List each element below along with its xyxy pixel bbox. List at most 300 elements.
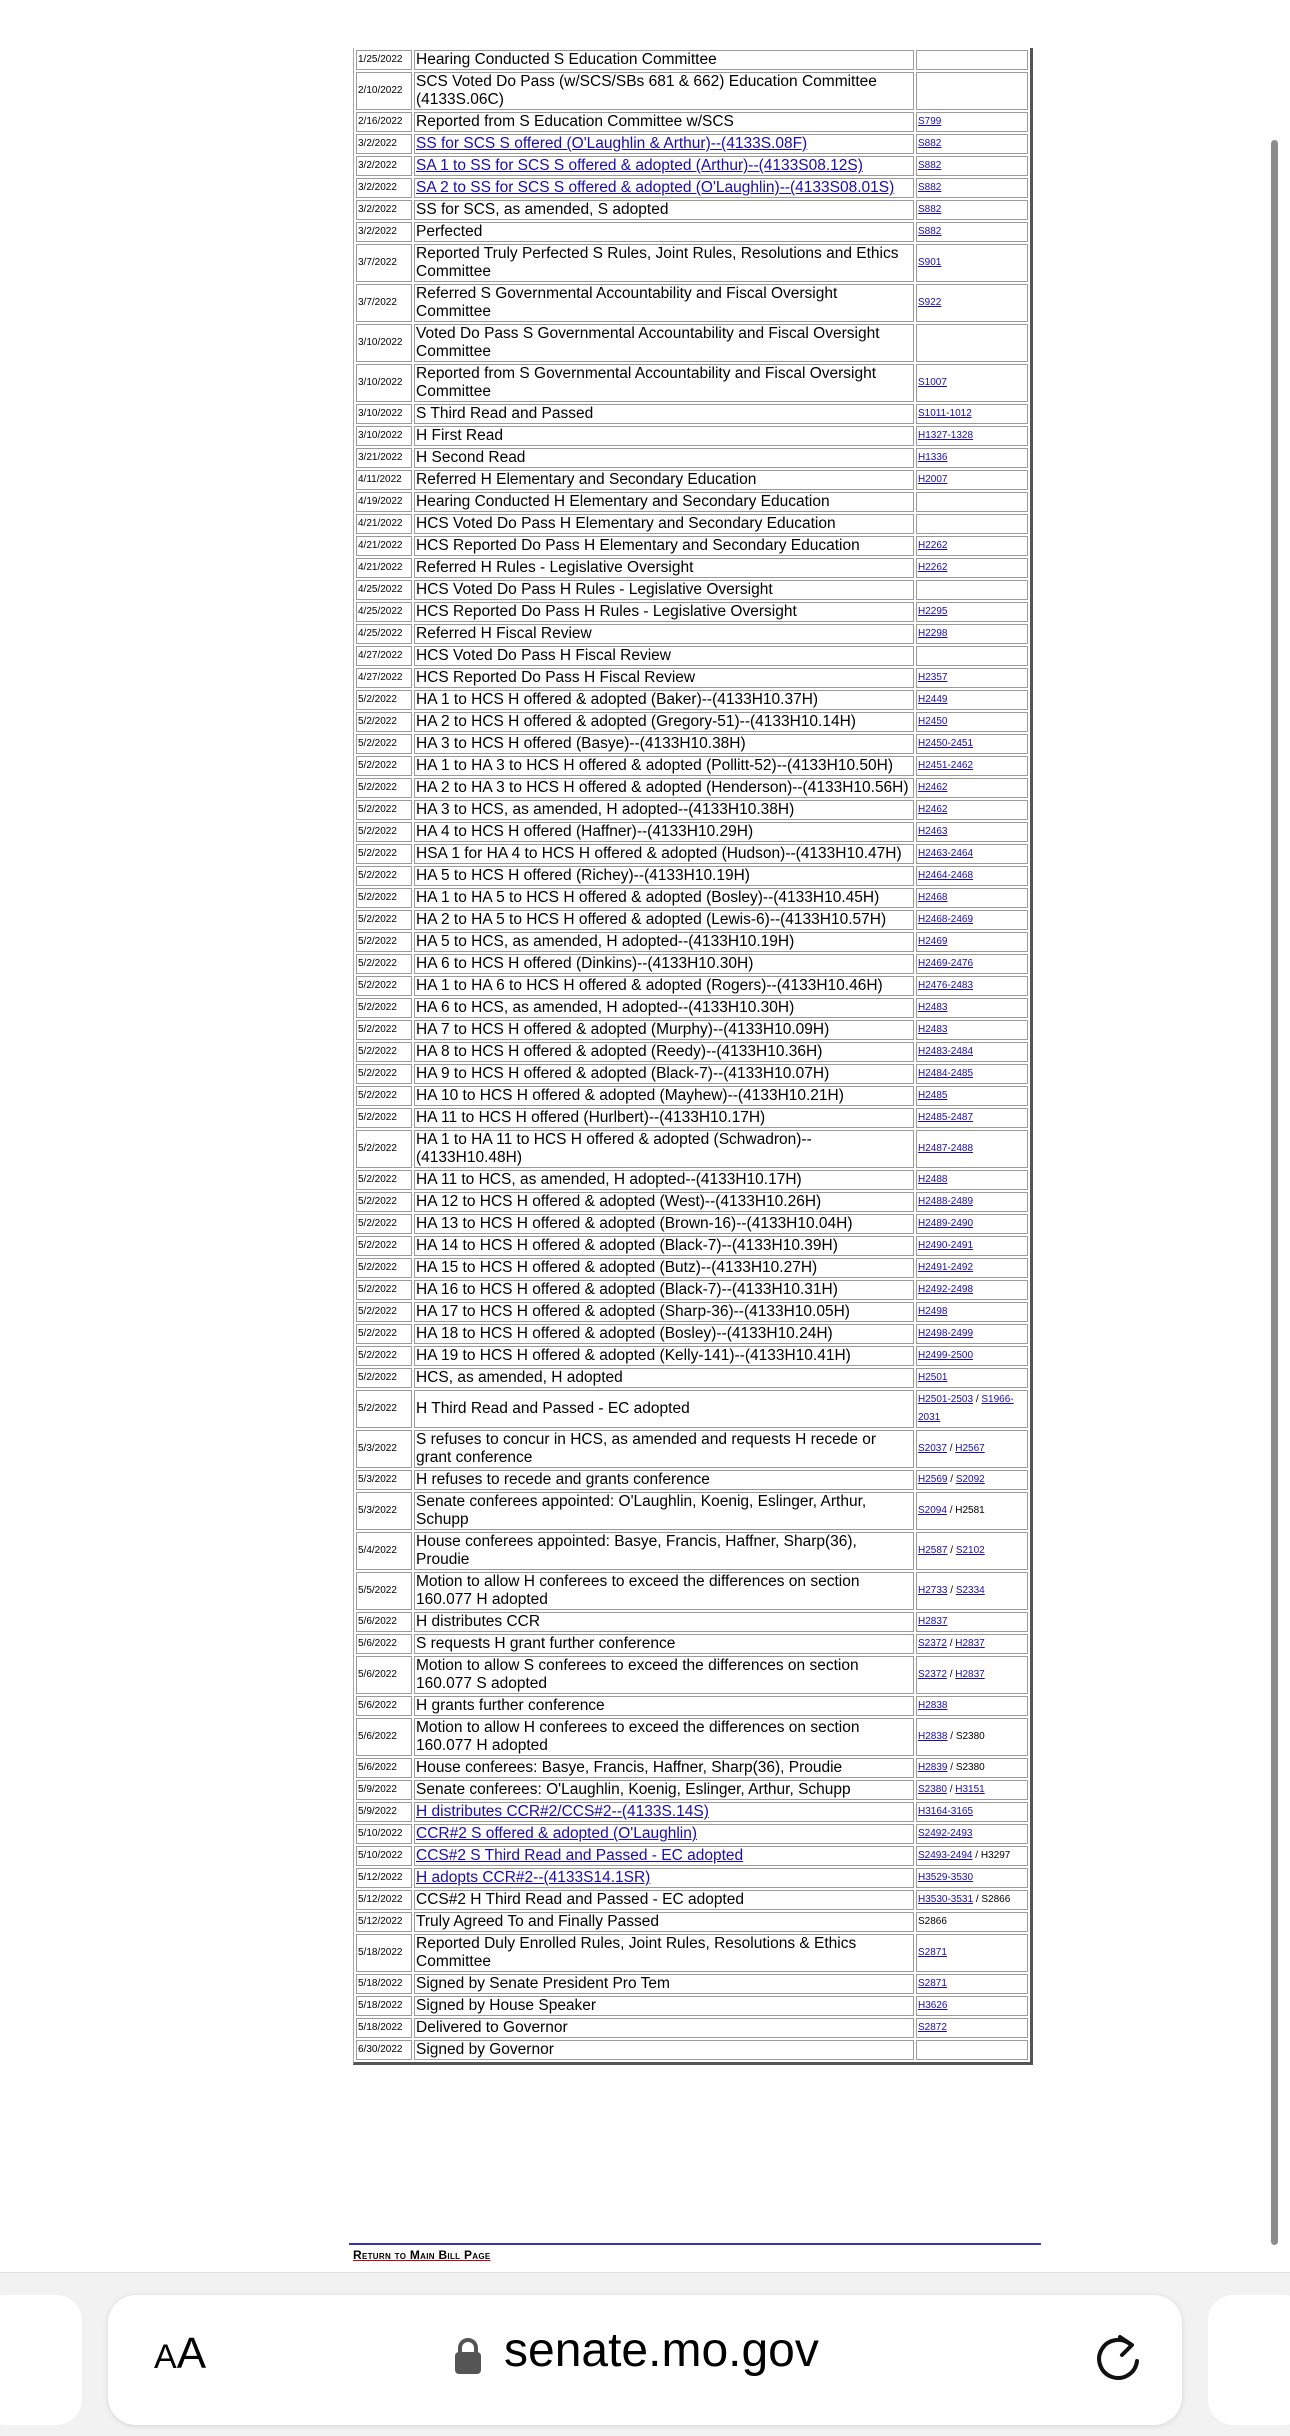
journal-reference-link[interactable]: H3164-3165 [918,1806,974,1817]
journal-reference-link[interactable]: H1336 [918,452,948,463]
action-description [414,910,914,930]
journal-reference-link[interactable]: S2493-2494 [918,1850,973,1861]
action-date: 3/2/2022 [356,134,412,154]
action-date: 5/2/2022 [356,1086,412,1106]
action-description-text: HA 3 to HCS H offered (Basye)--(4133H10.38H) [416,735,746,752]
action-description-text: Reported Duly Enrolled Rules, Joint Rules, Resolutions & Ethics Committee [416,1935,857,1970]
journal-reference-cell: H3530-3531 / S2866 [916,1890,1028,1910]
action-description-text: H grants further conference [416,1697,605,1714]
journal-reference-link[interactable]: H2357 [918,672,948,683]
action-date: 4/11/2022 [356,470,412,490]
action-description [414,1912,914,1932]
journal-reference-cell: S2372 / H2837 [916,1656,1028,1694]
action-description-text[interactable]: CCS#2 S Third Read and Passed - EC adopted [416,1847,744,1864]
action-description [414,712,914,732]
action-description [414,492,914,512]
action-description [414,932,914,952]
journal-reference-cell [916,1346,1028,1366]
action-row [356,602,1028,622]
return-to-main-bill-page-link[interactable]: Return to Main Bill Page [353,2248,491,2262]
journal-reference-text: H3297 [980,1850,1011,1861]
action-date: 4/25/2022 [356,624,412,644]
table-bottom-rule [349,2243,1041,2245]
action-row [356,646,1028,666]
journal-reference-link[interactable]: S2092 [955,1474,985,1485]
action-description-text: HA 6 to HCS H offered (Dinkins)--(4133H10.30H) [416,955,754,972]
journal-reference-link[interactable]: S882 [918,226,942,237]
action-row [356,800,1028,820]
action-description-text[interactable]: H adopts CCR#2--(4133S14.1SR) [416,1869,651,1886]
journal-reference-cell [916,284,1028,322]
journal-reference-link[interactable]: H2567 [955,1443,985,1454]
journal-reference-cell [916,602,1028,622]
journal-reference-link[interactable]: H2837 [955,1669,985,1680]
journal-reference-link[interactable]: H2498-2499 [918,1328,974,1339]
reload-icon[interactable] [1093,2331,1143,2390]
journal-reference-link[interactable]: S2492-2493 [918,1828,973,1839]
journal-reference-link[interactable]: H2450 [918,716,948,727]
journal-reference-cell [916,1258,1028,1278]
action-description-link[interactable] [414,1824,914,1844]
journal-reference-link[interactable]: H2483 [918,1002,948,1013]
action-description-text[interactable]: SS for SCS S offered (O'Laughlin & Arthur)--(4133S.08F) [416,135,808,152]
journal-reference-link[interactable]: H2483 [918,1024,948,1035]
action-date: 3/10/2022 [356,324,412,362]
journal-reference-link[interactable]: H1327-1328 [918,430,974,441]
journal-reference-link[interactable]: H2449 [918,694,948,705]
action-row [356,1214,1028,1234]
action-description [414,404,914,424]
journal-reference-cell: H2733 / S2334 [916,1572,1028,1610]
journal-reference-link[interactable]: H2462 [918,804,948,815]
action-date: 3/10/2022 [356,404,412,424]
action-date: 3/2/2022 [356,178,412,198]
journal-reference-link[interactable]: H2838 [918,1731,948,1742]
action-row [356,1430,1028,1468]
journal-reference-link[interactable]: H2007 [918,474,948,485]
action-row [356,1192,1028,1212]
journal-reference-link[interactable]: H2489-2490 [918,1218,974,1229]
action-description-link[interactable] [414,134,914,154]
action-row [356,558,1028,578]
action-description-text[interactable]: H distributes CCR#2/CCS#2--(4133S.14S) [416,1803,709,1820]
action-description-text: Reported from S Education Committee w/SCS [416,113,734,130]
journal-reference-link[interactable]: H2450-2451 [918,738,974,749]
journal-reference-link[interactable]: H2487-2488 [918,1143,974,1154]
action-description-text: Reported Truly Perfected S Rules, Joint Rules, Resolutions and Ethics Committee [416,245,899,280]
action-description [414,1368,914,1388]
action-row [356,1108,1028,1128]
action-description-link[interactable] [414,156,914,176]
action-description [414,1192,914,1212]
action-description-text: HA 3 to HCS, as amended, H adopted--(4133H10.38H) [416,801,795,818]
action-row [356,284,1028,322]
action-description-text: Motion to allow S conferees to exceed the differences on section 160.077 S adopted [416,1657,859,1692]
journal-reference-cell [916,1368,1028,1388]
action-row [356,200,1028,220]
action-description-text: Hearing Conducted H Elementary and Secondary Education [416,493,830,510]
action-date: 3/21/2022 [356,448,412,468]
journal-reference-link[interactable]: H2501-2503 [918,1394,974,1405]
action-date: 5/2/2022 [356,844,412,864]
action-description [414,2018,914,2038]
journal-reference-cell [916,1974,1028,1994]
action-description-text: Referred H Fiscal Review [416,625,592,642]
journal-reference-link[interactable]: H2492-2498 [918,1284,974,1295]
journal-reference-cell [916,244,1028,282]
action-description [414,2040,914,2060]
action-description-text: HA 11 to HCS, as amended, H adopted--(4133H10.17H) [416,1171,802,1188]
journal-reference-link[interactable]: H2490-2491 [918,1240,974,1251]
action-date: 2/10/2022 [356,72,412,110]
action-description [414,200,914,220]
action-row [356,514,1028,534]
action-description [414,1934,914,1972]
journal-reference-link[interactable]: S2372 [918,1638,947,1649]
action-description-text: H First Read [416,427,503,444]
journal-reference-link[interactable]: S901 [918,257,942,268]
journal-reference-link[interactable]: S2872 [918,2022,947,2033]
action-date: 5/2/2022 [356,690,412,710]
journal-reference-link[interactable]: S882 [918,182,942,193]
journal-reference-cell [916,778,1028,798]
journal-reference-link[interactable]: H2468 [918,892,948,903]
action-description [414,1302,914,1322]
action-description [414,1634,914,1654]
journal-reference-cell [916,1170,1028,1190]
action-description-link[interactable] [414,1802,914,1822]
action-description [414,822,914,842]
journal-reference-cell: H2587 / S2102 [916,1532,1028,1570]
action-row [356,1696,1028,1716]
journal-reference-cell [916,536,1028,556]
journal-reference-link[interactable]: H2451-2462 [918,760,974,771]
action-description-text: S Third Read and Passed [416,405,594,422]
action-row [356,976,1028,996]
journal-reference-cell [916,1192,1028,1212]
journal-reference-link[interactable]: S1966-2031 [918,1394,1014,1423]
journal-reference-text: S2866 [981,1894,1011,1905]
action-row [356,1130,1028,1168]
journal-reference-cell: S2372 / H2837 [916,1634,1028,1654]
journal-reference-cell [916,1130,1028,1168]
action-row [356,1974,1028,1994]
journal-reference-cell [916,998,1028,1018]
action-row [356,1346,1028,1366]
action-description-text: HA 1 to HA 6 to HCS H offered & adopted (Rogers)--(4133H10.46H) [416,977,883,994]
journal-reference-link[interactable]: H2501 [918,1372,948,1383]
action-description-text: HA 12 to HCS H offered & adopted (West)--(4133H10.26H) [416,1193,822,1210]
action-date: 5/6/2022 [356,1612,412,1632]
action-description-text: Reported from S Governmental Accountability and Fiscal Oversight Committee [416,365,877,400]
action-date: 5/2/2022 [356,1192,412,1212]
action-row [356,756,1028,776]
action-date: 4/27/2022 [356,646,412,666]
action-description-link[interactable] [414,1846,914,1866]
address-bar[interactable] [108,2295,1182,2425]
journal-reference-link[interactable]: H2587 [918,1545,948,1556]
journal-reference-cell [916,910,1028,930]
action-date: 5/2/2022 [356,998,412,1018]
action-date: 5/2/2022 [356,800,412,820]
bill-actions-table-body [356,50,1028,2060]
action-description-text: Senate conferees: O'Laughlin, Koenig, Eslinger, Arthur, Schupp [416,1781,851,1798]
action-row [356,324,1028,362]
action-date: 5/18/2022 [356,2018,412,2038]
action-date: 5/2/2022 [356,1236,412,1256]
action-description-text: HCS Reported Do Pass H Rules - Legislative Oversight [416,603,797,620]
action-description [414,1492,914,1530]
action-row [356,72,1028,110]
action-row [356,448,1028,468]
journal-reference-cell [916,426,1028,446]
action-date: 3/7/2022 [356,244,412,282]
journal-reference-link[interactable]: S882 [918,138,942,149]
journal-reference-link[interactable]: H2839 [918,1762,948,1773]
journal-reference-link[interactable]: S799 [918,116,942,127]
journal-reference-cell [916,200,1028,220]
journal-reference-link[interactable]: H2837 [918,1616,948,1627]
journal-reference-link[interactable]: S2372 [918,1669,947,1680]
journal-reference-link[interactable]: H2298 [918,628,948,639]
journal-reference-link[interactable]: H2469 [918,936,948,947]
journal-reference-link[interactable]: H2463-2464 [918,848,974,859]
journal-reference-cell [916,1108,1028,1128]
action-description-text[interactable]: SA 1 to SS for SCS S offered & adopted (Arthur)--(4133S08.12S) [416,157,863,174]
action-row [356,778,1028,798]
journal-reference-link[interactable]: S2102 [955,1545,985,1556]
action-description-text: HA 13 to HCS H offered & adopted (Brown-16)--(4133H10.04H) [416,1215,853,1232]
journal-reference-link[interactable]: H2838 [918,1700,948,1711]
text-size-button[interactable]: AA [154,2329,207,2378]
action-description-text: HCS Voted Do Pass H Rules - Legislative Oversight [416,581,773,598]
action-description [414,690,914,710]
action-row [356,178,1028,198]
journal-reference-link[interactable]: S1007 [918,377,947,388]
journal-reference-link[interactable]: H2476-2483 [918,980,974,991]
action-row [356,1302,1028,1322]
action-description-text: HA 1 to HCS H offered & adopted (Baker)--(4133H10.37H) [416,691,819,708]
action-description [414,1130,914,1168]
journal-reference-cell: S2094 / H2581 [916,1492,1028,1530]
action-description [414,1214,914,1234]
journal-reference-cell [916,1802,1028,1822]
action-description-text: HA 5 to HCS, as amended, H adopted--(4133H10.19H) [416,933,795,950]
action-date: 5/2/2022 [356,888,412,908]
journal-reference-link[interactable]: H2483-2484 [918,1046,974,1057]
action-row [356,1996,1028,2016]
journal-reference-cell [916,932,1028,952]
action-row [356,1324,1028,1344]
action-description-text: Signed by Governor [416,2041,554,2058]
journal-reference-cell [916,800,1028,820]
journal-reference-cell: H2501-2503 / S1966-2031 [916,1390,1028,1428]
journal-reference-link[interactable]: H2462 [918,782,948,793]
action-date: 5/6/2022 [356,1656,412,1694]
journal-reference-link[interactable]: H2733 [918,1585,948,1596]
action-row [356,844,1028,864]
journal-reference-cell [916,1020,1028,1040]
action-description-text: HSA 1 for HA 4 to HCS H offered & adopted (Hudson)--(4133H10.47H) [416,845,902,862]
action-description [414,1108,914,1128]
action-description [414,866,914,886]
bill-actions-content [353,48,1033,2065]
journal-reference-link[interactable]: S922 [918,297,942,308]
action-row [356,1612,1028,1632]
action-date: 5/5/2022 [356,1572,412,1610]
action-description-text: HA 11 to HCS H offered (Hurlbert)--(4133H10.17H) [416,1109,766,1126]
action-description [414,602,914,622]
journal-reference-link[interactable]: H2464-2468 [918,870,974,881]
action-date: 5/12/2022 [356,1912,412,1932]
action-description-text: House conferees: Basye, Francis, Haffner, Sharp(36), Proudie [416,1759,843,1776]
action-description-text: HA 7 to HCS H offered & adopted (Murphy)--(4133H10.09H) [416,1021,830,1038]
journal-reference-text: H2581 [955,1505,985,1516]
journal-reference-cell [916,364,1028,402]
journal-reference-link[interactable]: H2468-2469 [918,914,974,925]
action-description-text: HA 19 to HCS H offered & adopted (Kelly-141)--(4133H10.41H) [416,1347,851,1364]
action-description [414,1696,914,1716]
journal-reference-link[interactable]: H2491-2492 [918,1262,974,1273]
action-description-text: HA 1 to HA 11 to HCS H offered & adopted (Schwadron)--(4133H10.48H) [416,1131,812,1166]
journal-reference-link[interactable]: S882 [918,160,942,171]
action-description-text: HA 18 to HCS H offered & adopted (Bosley)--(4133H10.24H) [416,1325,833,1342]
journal-reference-cell [916,1912,1028,1932]
action-description-text: Perfected [416,223,483,240]
action-description [414,1572,914,1610]
action-date: 5/2/2022 [356,1170,412,1190]
action-date: 5/2/2022 [356,1042,412,1062]
action-date: 3/7/2022 [356,284,412,322]
journal-reference-cell [916,1996,1028,2016]
action-description-text: Truly Agreed To and Finally Passed [416,1913,659,1930]
journal-reference-cell [916,72,1028,110]
journal-reference-link[interactable]: H2463 [918,826,948,837]
action-row [356,1258,1028,1278]
journal-reference-link[interactable]: H2485 [918,1090,948,1101]
action-row [356,954,1028,974]
action-description [414,1390,914,1428]
action-date: 4/21/2022 [356,514,412,534]
next-tab-preview[interactable] [1208,2295,1290,2425]
action-date: 5/4/2022 [356,1532,412,1570]
action-description [414,1612,914,1632]
action-row [356,1824,1028,1844]
journal-reference-link[interactable]: S2871 [918,1947,947,1958]
action-description-text: HA 2 to HA 3 to HCS H offered & adopted (Henderson)--(4133H10.56H) [416,779,909,796]
action-description [414,112,914,132]
journal-reference-link[interactable]: H2569 [918,1474,948,1485]
action-description [414,1064,914,1084]
journal-reference-cell [916,1236,1028,1256]
journal-reference-link[interactable]: H2484-2485 [918,1068,974,1079]
action-description [414,1974,914,1994]
journal-reference-link[interactable]: S1011-1012 [918,408,972,419]
journal-reference-cell [916,1064,1028,1084]
journal-reference-link[interactable]: H3151 [955,1784,985,1795]
action-description-text[interactable]: CCR#2 S offered & adopted (O'Laughlin) [416,1825,697,1842]
journal-reference-cell: H2838 / S2380 [916,1718,1028,1756]
action-row [356,2040,1028,2060]
journal-reference-cell [916,1086,1028,1106]
action-description [414,646,914,666]
journal-reference-cell: S2493-2494 / H3297 [916,1846,1028,1866]
journal-reference-link[interactable]: H2469-2476 [918,958,974,969]
journal-reference-link[interactable]: H2488 [918,1174,948,1185]
journal-reference-link[interactable]: H2295 [918,606,948,617]
action-date: 3/2/2022 [356,156,412,176]
previous-tab-preview[interactable] [0,2295,82,2425]
journal-reference-cell [916,156,1028,176]
journal-reference-cell [916,1612,1028,1632]
page-scrollbar[interactable] [1271,140,1278,2245]
action-date: 5/2/2022 [356,712,412,732]
action-date: 5/2/2022 [356,954,412,974]
action-description [414,426,914,446]
action-date: 5/6/2022 [356,1718,412,1756]
action-description-text: Referred H Elementary and Secondary Education [416,471,757,488]
journal-reference-link[interactable]: H2262 [918,562,948,573]
journal-reference-link[interactable]: S2094 [918,1505,947,1516]
action-description-text[interactable]: SA 2 to SS for SCS S offered & adopted (O'Laughlin)--(4133S08.01S) [416,179,895,196]
action-date: 5/3/2022 [356,1430,412,1468]
journal-reference-link[interactable]: H3529-3530 [918,1872,974,1883]
action-description [414,954,914,974]
journal-reference-link[interactable]: S2334 [955,1585,985,1596]
address-bar-url[interactable]: senate.mo.gov [504,2324,819,2377]
journal-reference-link[interactable]: H2499-2500 [918,1350,974,1361]
action-row [356,1572,1028,1610]
action-date: 5/6/2022 [356,1696,412,1716]
action-description [414,1170,914,1190]
journal-reference-cell [916,2018,1028,2038]
action-description-text: HCS Reported Do Pass H Elementary and Secondary Education [416,537,860,554]
journal-reference-link[interactable]: H3626 [918,2000,948,2011]
journal-reference-link[interactable]: S2037 [918,1443,947,1454]
action-row [356,910,1028,930]
action-row [356,1064,1028,1084]
action-description-text: HA 6 to HCS, as amended, H adopted--(4133H10.30H) [416,999,795,1016]
action-date: 5/18/2022 [356,1996,412,2016]
action-date: 4/19/2022 [356,492,412,512]
action-description-text: H Third Read and Passed - EC adopted [416,1400,690,1417]
journal-reference-cell: S2380 / H3151 [916,1780,1028,1800]
journal-reference-link[interactable]: S2380 [918,1784,947,1795]
journal-reference-link[interactable]: H2262 [918,540,948,551]
journal-reference-link[interactable]: S882 [918,204,942,215]
journal-reference-link[interactable]: H2485-2487 [918,1112,974,1123]
action-description-text: Motion to allow H conferees to exceed the differences on section 160.077 H adopted [416,1573,860,1608]
journal-reference-link[interactable]: H3530-3531 [918,1894,974,1905]
action-date: 5/2/2022 [356,1020,412,1040]
action-date: 5/2/2022 [356,1302,412,1322]
action-row [356,426,1028,446]
journal-reference-link[interactable]: H2837 [955,1638,985,1649]
action-row [356,1042,1028,1062]
journal-reference-link[interactable]: S2871 [918,1978,947,1989]
action-description [414,536,914,556]
journal-reference-link[interactable]: H2498 [918,1306,948,1317]
action-date: 5/2/2022 [356,866,412,886]
action-description-link[interactable] [414,178,914,198]
journal-reference-text: S2380 [955,1731,985,1742]
action-row [356,2018,1028,2038]
action-description-text: S refuses to concur in HCS, as amended and requests H recede or grant conference [416,1431,877,1466]
action-row [356,998,1028,1018]
action-date: 5/2/2022 [356,756,412,776]
action-description-link[interactable] [414,1868,914,1888]
journal-reference-link[interactable]: H2488-2489 [918,1196,974,1207]
